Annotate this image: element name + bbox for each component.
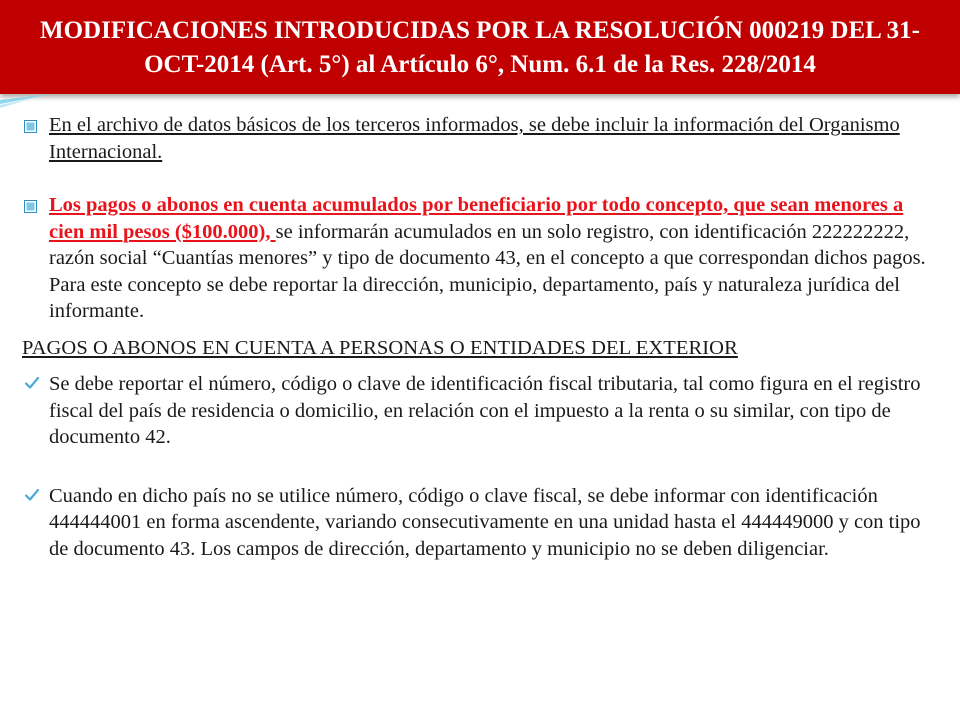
check-text: Cuando en dicho país no se utilice número, código o clave fiscal, se debe informar con identificación 444444001 en forma ascendente, variando consecutivamente en una unidad hasta el 444449000 y con tipo de documento 43. Los campos de dirección, departamento y municipio no se deben diligenciar. xyxy=(49,484,921,560)
square-bullet-icon xyxy=(24,200,37,213)
bullet-text: se informarán acumulados en un solo registro, con identificación 222222222, razón social “Cuantías menores” y tipo de documento 43, en el concepto a que correspondan dichos pagos. Para este concepto se debe reportar la dirección, municipio, departamento, país y naturaleza jurídica del informante. xyxy=(49,220,926,322)
check-icon xyxy=(24,375,40,391)
square-bullet-icon xyxy=(24,120,37,133)
list-item xyxy=(22,112,942,165)
slide-title-line-2: OCT-2014 (Art. 5°) al Artículo 6°, Num. 6.1 de la Res. 228/2014 xyxy=(144,51,816,78)
list-item xyxy=(22,192,942,325)
check-text: Se debe reportar el número, código o clave de identificación fiscal tributaria, tal como figura en el registro fiscal del país de residencia o domicilio, en relación con el impuesto a la renta o su similar, con tipo de documento 42. xyxy=(49,373,921,448)
bullet-text: En el archivo de datos básicos de los terceros informados, se debe incluir la información del Organismo Internacional. xyxy=(49,114,900,163)
list-item xyxy=(22,483,942,563)
slide-body xyxy=(22,112,942,562)
decorative-swoosh-icon xyxy=(0,90,60,110)
section-heading: PAGOS O ABONOS EN CUENTA A PERSONAS O ENTIDADES DEL EXTERIOR xyxy=(22,336,738,359)
slide-title xyxy=(15,14,945,82)
slide-title-bar xyxy=(0,0,960,94)
slide-title-line-1: MODIFICACIONES INTRODUCIDAS POR LA RESOLUCIÓN 000219 DEL 31- xyxy=(40,17,920,44)
check-icon xyxy=(24,487,40,503)
list-item xyxy=(22,371,942,451)
bullet-highlight-text: Los pagos o abonos en cuenta acumulados por beneficiario por todo concepto, que sean menores a cien mil pesos ($100.000), xyxy=(49,194,904,243)
